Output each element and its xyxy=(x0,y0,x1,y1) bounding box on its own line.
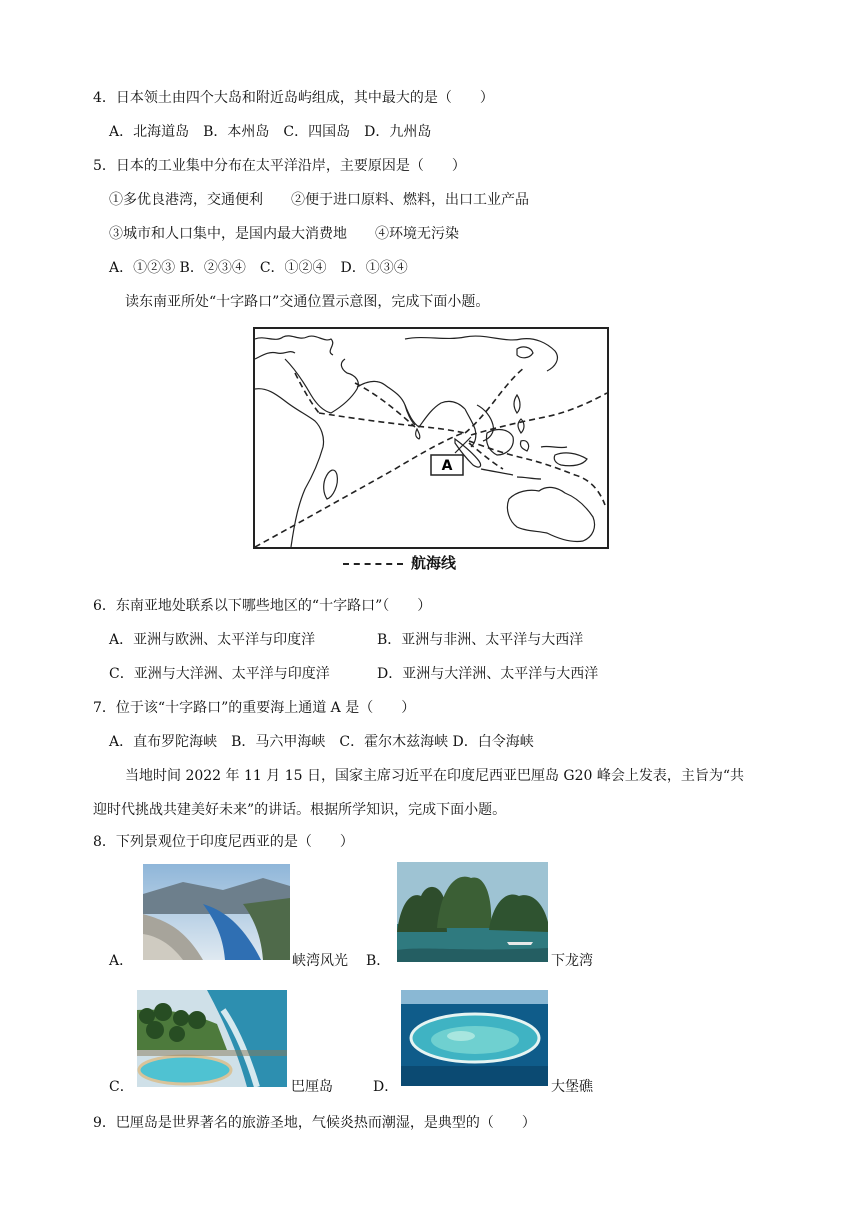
q7-options: A．直布罗陀海峡 B．马六甲海峡 C．霍尔木兹海峡 D．白令海峡 xyxy=(109,734,534,750)
map-intro: 读东南亚所处“十字路口”交通位置示意图，完成下面小题。 xyxy=(125,294,490,310)
legend-dashed-line xyxy=(343,563,403,565)
q8-option-a-letter: A． xyxy=(109,953,134,969)
southeast-asia-crossroads-map xyxy=(253,327,609,549)
q8-option-c-caption: 巴厘岛 xyxy=(291,1079,333,1095)
map-drawing xyxy=(255,329,607,547)
q8-option-c-letter: C． xyxy=(109,1079,134,1095)
fjord-photo xyxy=(143,864,290,960)
q8-option-d-letter: D． xyxy=(373,1079,399,1095)
q8-option-b-caption: 下龙湾 xyxy=(551,953,593,969)
q6-option-a: A．亚洲与欧洲、太平洋与印度洋 xyxy=(109,632,316,648)
q6-option-d: D．亚洲与大洋洲、太平洋与大西洋 xyxy=(377,666,599,682)
q5-stem: 5．日本的工业集中分布在太平洋沿岸，主要原因是（ ） xyxy=(93,158,466,174)
legend-label: 航海线 xyxy=(411,554,457,572)
g20-intro-line1: 当地时间 2022 年 11 月 15 日，国家主席习近平在印度尼西亚巴厘岛 G20 峰会上发表，主旨为“共 xyxy=(125,768,745,784)
q6-option-c: C．亚洲与大洋洲、太平洋与印度洋 xyxy=(109,666,330,682)
q8-option-b-letter: B． xyxy=(366,953,391,969)
q4-options: A．北海道岛 B．本州岛 C．四国岛 D．九州岛 xyxy=(109,124,432,140)
q9-stem: 9．巴厘岛是世界著名的旅游圣地，气候炎热而潮湿，是典型的（ ） xyxy=(93,1115,536,1131)
q4-stem: 4．日本领土由四个大岛和附近岛屿组成，其中最大的是（ ） xyxy=(93,90,494,106)
bali-photo xyxy=(137,990,287,1087)
strait-a-label: A xyxy=(441,458,453,474)
g20-intro-line2: 迎时代挑战共建美好未来”的讲话。根据所学知识，完成下面小题。 xyxy=(93,802,507,818)
great-barrier-reef-photo xyxy=(401,990,548,1086)
q8-stem: 8．下列景观位于印度尼西亚的是（ ） xyxy=(93,834,354,850)
q6-stem: 6．东南亚地处联系以下哪些地区的“十字路口”（ ） xyxy=(93,598,432,614)
q5-options: A．①②③ B．②③④ C．①②④ D．①③④ xyxy=(109,260,408,276)
q7-stem: 7．位于该“十字路口”的重要海上通道 A 是（ ） xyxy=(93,700,416,716)
q8-option-d-caption: 大堡礁 xyxy=(551,1079,593,1095)
q6-option-b: B．亚洲与非洲、太平洋与大西洋 xyxy=(377,632,584,648)
map-legend xyxy=(343,552,473,576)
q5-items-3-4: ③城市和人口集中，是国内最大消费地 ④环境无污染 xyxy=(109,226,459,242)
q8-option-a-caption: 峡湾风光 xyxy=(292,953,348,969)
coastlines xyxy=(255,336,595,547)
halong-bay-photo xyxy=(397,862,548,962)
q5-items-1-2: ①多优良港湾，交通便利 ②便于进口原料、燃料，出口工业产品 xyxy=(109,192,529,208)
